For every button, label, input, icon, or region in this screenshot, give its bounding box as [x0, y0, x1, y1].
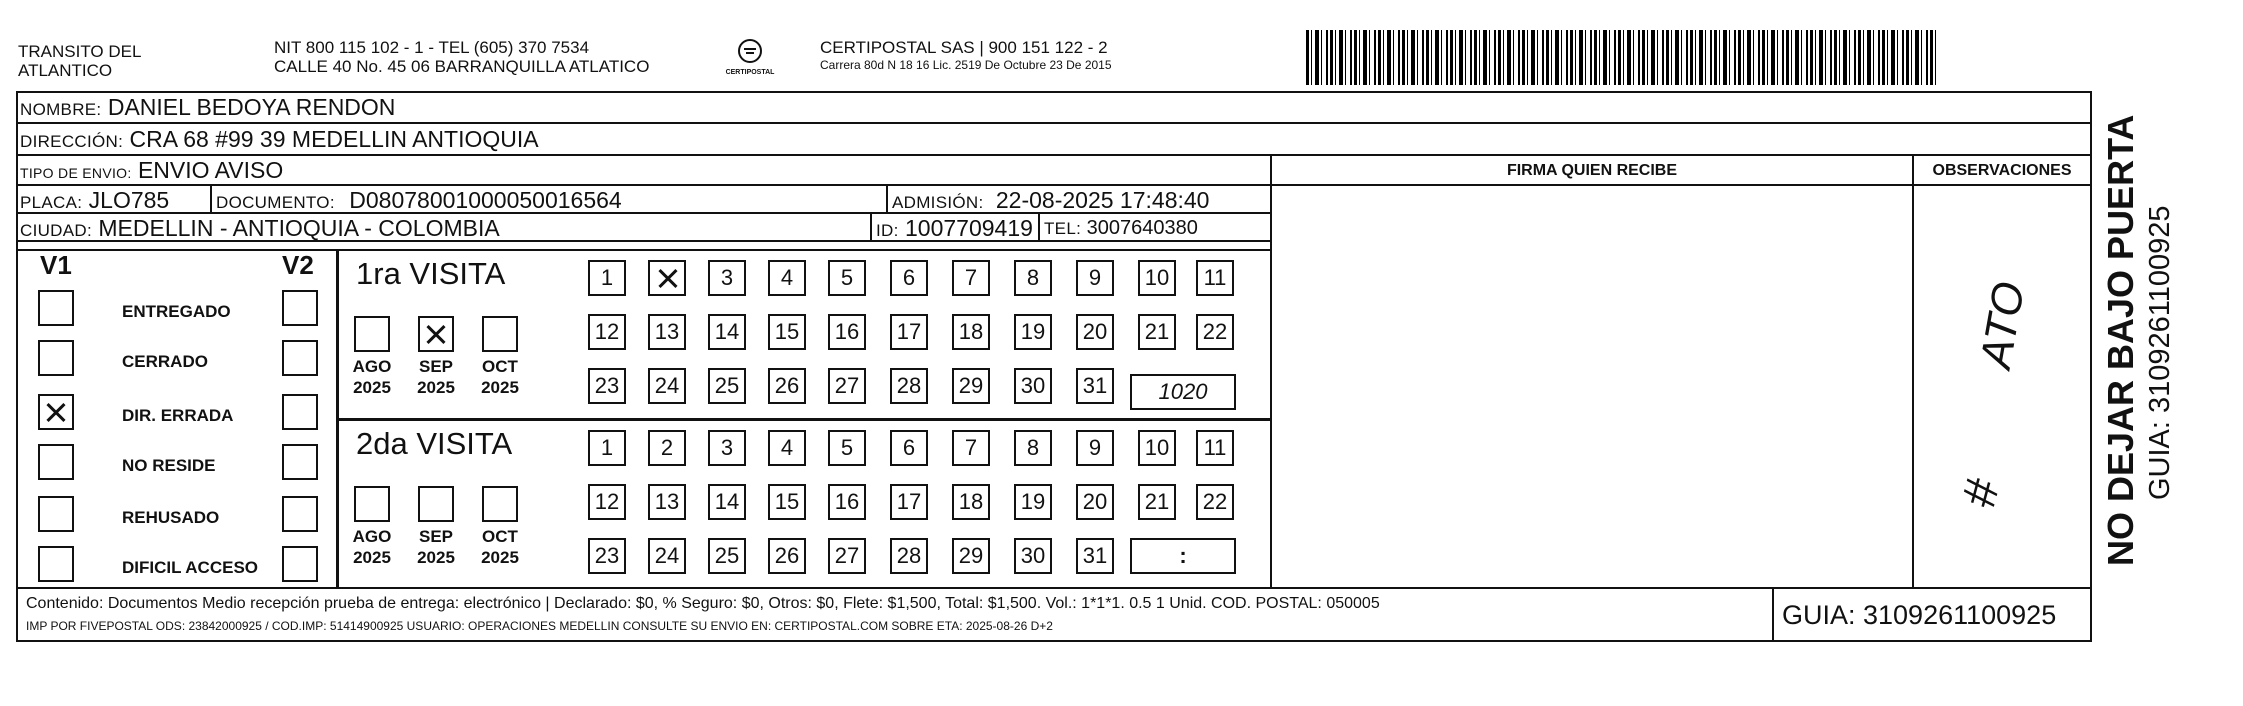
- day-box[interactable]: 12: [588, 484, 626, 520]
- day-box[interactable]: 22: [1196, 484, 1234, 520]
- rule: [16, 587, 2092, 589]
- day-box[interactable]: 19: [1014, 314, 1052, 350]
- month-checkbox[interactable]: [482, 486, 518, 522]
- logo-text: CERTIPOSTAL: [725, 69, 775, 76]
- rule: [1038, 214, 1040, 242]
- day-box[interactable]: 23: [588, 368, 626, 404]
- issuer-line-1: TRANSITO DEL: [18, 42, 142, 61]
- day-box[interactable]: 21: [1138, 314, 1176, 350]
- side-guia: GUIA: 3109261100925: [2144, 205, 2176, 500]
- nit-line: NIT 800 115 102 - 1 - TEL (605) 370 7534: [274, 38, 590, 57]
- day-box[interactable]: 24: [648, 538, 686, 574]
- day-box[interactable]: 6: [890, 430, 928, 466]
- day-box[interactable]: 30: [1014, 538, 1052, 574]
- day-box[interactable]: 8: [1014, 430, 1052, 466]
- day-box[interactable]: 20: [1076, 484, 1114, 520]
- day-box[interactable]: 27: [828, 538, 866, 574]
- status-option-label: CERRADO: [122, 352, 208, 371]
- v1-header: V1: [40, 250, 72, 280]
- tipo-envio-label: TIPO DE ENVIO:: [20, 165, 132, 181]
- admision-cell: [892, 186, 1209, 217]
- admision-label: ADMISIÓN:: [892, 193, 984, 212]
- observation-mark: #: [1952, 473, 2011, 514]
- month-name: SEP: [418, 357, 454, 376]
- tel-label: TEL:: [1044, 219, 1082, 238]
- day-box[interactable]: 25: [708, 538, 746, 574]
- day-box[interactable]: 9: [1076, 430, 1114, 466]
- day-box[interactable]: 16: [828, 314, 866, 350]
- day-box[interactable]: 10: [1138, 260, 1176, 296]
- day-box[interactable]: 5: [828, 260, 866, 296]
- issuer-name: [18, 42, 141, 80]
- v1-checkbox[interactable]: [38, 444, 74, 480]
- day-box[interactable]: 13: [648, 484, 686, 520]
- observaciones-header: OBSERVACIONES: [1932, 162, 2072, 179]
- status-option-label: DIR. ERRADA: [122, 406, 234, 425]
- day-box[interactable]: 20: [1076, 314, 1114, 350]
- status-option-label: REHUSADO: [122, 508, 220, 527]
- v1-checkbox[interactable]: [38, 290, 74, 326]
- day-box[interactable]: 22: [1196, 314, 1234, 350]
- day-box[interactable]: 4: [768, 430, 806, 466]
- status-option-label: NO RESIDE: [122, 456, 216, 475]
- placa-value: JLO785: [88, 187, 170, 213]
- month-year: 2025: [417, 378, 455, 397]
- month-checkbox[interactable]: [354, 316, 390, 352]
- day-box[interactable]: 30: [1014, 368, 1052, 404]
- day-box[interactable]: 31: [1076, 538, 1114, 574]
- month-year: 2025: [481, 548, 519, 567]
- day-box[interactable]: 6: [890, 260, 928, 296]
- day-box[interactable]: 24: [648, 368, 686, 404]
- visit2-time[interactable]: :: [1130, 538, 1236, 574]
- rule: [1912, 156, 1914, 588]
- nombre-row: [20, 93, 395, 124]
- issuer-info: [274, 38, 649, 76]
- month-name: AGO: [352, 357, 392, 376]
- day-box[interactable]: 26: [768, 368, 806, 404]
- address-line: CALLE 40 No. 45 06 BARRANQUILLA ATLATICO: [274, 57, 650, 76]
- day-box[interactable]: 23: [588, 538, 626, 574]
- rule: [16, 249, 1270, 251]
- documento-label: DOCUMENTO:: [216, 193, 335, 212]
- day-box[interactable]: 14: [708, 314, 746, 350]
- day-box[interactable]: 31: [1076, 368, 1114, 404]
- month-checkbox[interactable]: [418, 486, 454, 522]
- v2-header: V2: [282, 250, 314, 280]
- v1-checkbox[interactable]: [38, 340, 74, 376]
- month-label: [406, 526, 466, 568]
- contenido-line: Contenido: Documentos Medio recepción prueba de entrega: electrónico | Declarado: $0, % Seguro: $0, Otros: $0, Flete: $1,500, Total: $1,500. Vol.: 1*1*1. 0.5 1 Unid. COD. POSTAL: 050005: [26, 595, 1380, 612]
- day-box[interactable]: 19: [1014, 484, 1052, 520]
- v2-checkbox[interactable]: [282, 340, 318, 376]
- v1-checkbox[interactable]: [38, 394, 74, 430]
- placa-cell: [20, 186, 169, 217]
- day-box[interactable]: 2: [648, 430, 686, 466]
- v1-checkbox[interactable]: [38, 546, 74, 582]
- day-box[interactable]: 5: [828, 430, 866, 466]
- day-box[interactable]: 11: [1196, 260, 1234, 296]
- day-box[interactable]: 1: [588, 430, 626, 466]
- nombre-label: NOMBRE:: [20, 100, 102, 119]
- side-warning: NO DEJAR BAJO PUERTA: [2100, 114, 2141, 566]
- rule: [1772, 588, 1774, 642]
- rule: [336, 418, 1270, 421]
- observation-handwriting: ATO: [1971, 278, 2035, 372]
- month-checkbox[interactable]: [418, 316, 454, 352]
- issuer-line-2: ATLANTICO: [18, 61, 113, 80]
- direccion-label: DIRECCIÓN:: [20, 132, 124, 151]
- day-box[interactable]: 17: [890, 484, 928, 520]
- id-value: 1007709419: [905, 215, 1033, 241]
- month-label: [470, 356, 530, 398]
- day-box[interactable]: 11: [1196, 430, 1234, 466]
- day-box[interactable]: 29: [952, 538, 990, 574]
- v1-checkbox[interactable]: [38, 496, 74, 532]
- visit1-time[interactable]: 1020: [1130, 374, 1236, 410]
- day-box[interactable]: 15: [768, 484, 806, 520]
- month-year: 2025: [353, 378, 391, 397]
- footer-guia: GUIA: 3109261100925: [1782, 600, 2057, 630]
- signature-area[interactable]: [1272, 186, 1912, 587]
- month-label: [342, 526, 402, 568]
- documento-value: D08078001000050016564: [349, 187, 622, 213]
- day-box[interactable]: 7: [952, 260, 990, 296]
- month-checkbox[interactable]: [482, 316, 518, 352]
- carrier-info: [820, 38, 1112, 73]
- day-box[interactable]: 16: [828, 484, 866, 520]
- tel-cell: [1044, 214, 1198, 243]
- day-box[interactable]: 9: [1076, 260, 1114, 296]
- placa-label: PLACA:: [20, 193, 83, 212]
- month-year: 2025: [481, 378, 519, 397]
- day-box[interactable]: 27: [828, 368, 866, 404]
- firma-header: FIRMA QUIEN RECIBE: [1506, 162, 1678, 179]
- status-option-label: ENTREGADO: [122, 302, 231, 321]
- ciudad-cell: [20, 214, 500, 245]
- day-box[interactable]: 29: [952, 368, 990, 404]
- month-label: [470, 526, 530, 568]
- day-box[interactable]: 10: [1138, 430, 1176, 466]
- day-box[interactable]: 7: [952, 430, 990, 466]
- day-box[interactable]: 17: [890, 314, 928, 350]
- month-name: OCT: [482, 527, 518, 546]
- direccion-row: [20, 125, 539, 156]
- day-box[interactable]: 26: [768, 538, 806, 574]
- day-box[interactable]: 28: [890, 368, 928, 404]
- day-box[interactable]: [648, 260, 686, 296]
- carrier-line: CERTIPOSTAL SAS | 900 151 122 - 2: [820, 38, 1108, 57]
- day-box[interactable]: 8: [1014, 260, 1052, 296]
- barcode: [1306, 30, 1938, 85]
- month-name: SEP: [418, 527, 454, 546]
- day-box[interactable]: 18: [952, 314, 990, 350]
- day-box[interactable]: 12: [588, 314, 626, 350]
- nombre-value: DANIEL BEDOYA RENDON: [107, 94, 396, 120]
- rule: [886, 186, 888, 214]
- day-box[interactable]: 4: [768, 260, 806, 296]
- status-option-label: DIFICIL ACCESO: [122, 558, 259, 577]
- tipo-envio-value: ENVIO AVISO: [137, 157, 284, 183]
- day-box[interactable]: 21: [1138, 484, 1176, 520]
- v2-checkbox[interactable]: [282, 394, 318, 430]
- direccion-value: CRA 68 #99 39 MEDELLIN ANTIOQUIA: [129, 126, 539, 152]
- month-label: [342, 356, 402, 398]
- day-box[interactable]: 3: [708, 430, 746, 466]
- id-label: ID:: [876, 221, 899, 240]
- visit1-title: 1ra VISITA: [356, 256, 506, 291]
- v2-checkbox[interactable]: [282, 496, 318, 532]
- month-label: [406, 356, 466, 398]
- rule: [336, 250, 339, 588]
- rule: [210, 186, 212, 214]
- day-box[interactable]: 28: [890, 538, 928, 574]
- id-cell: [876, 214, 1033, 245]
- logo-icon: [737, 38, 763, 64]
- month-name: AGO: [352, 527, 392, 546]
- rule: [870, 214, 872, 242]
- day-box[interactable]: 14: [708, 484, 746, 520]
- v2-checkbox[interactable]: [282, 546, 318, 582]
- visit2-title: 2da VISITA: [356, 426, 513, 461]
- month-name: OCT: [482, 357, 518, 376]
- admision-value: 22-08-2025 17:48:40: [995, 187, 1210, 213]
- day-box[interactable]: 25: [708, 368, 746, 404]
- day-box[interactable]: 13: [648, 314, 686, 350]
- month-year: 2025: [417, 548, 455, 567]
- v2-checkbox[interactable]: [282, 290, 318, 326]
- carrier-license: Carrera 80d N 18 16 Lic. 2519 De Octubre 23 De 2015: [820, 58, 1112, 72]
- ciudad-value: MEDELLIN - ANTIOQUIA - COLOMBIA: [98, 215, 500, 241]
- month-year: 2025: [353, 548, 391, 567]
- month-checkbox[interactable]: [354, 486, 390, 522]
- imp-line: IMP POR FIVEPOSTAL ODS: 23842000925 / COD.IMP: 51414900925 USUARIO: OPERACIONES MEDELLIN CONSULTE SU ENVIO EN: CERTIPOSTAL.COM SOBRE ETA: 2025-08-26 D+2: [26, 619, 1053, 633]
- day-box[interactable]: 3: [708, 260, 746, 296]
- ciudad-label: CIUDAD:: [20, 221, 92, 240]
- certipostal-logo: [720, 38, 780, 78]
- day-box[interactable]: 15: [768, 314, 806, 350]
- tipo-envio-row: [20, 156, 283, 187]
- v2-checkbox[interactable]: [282, 444, 318, 480]
- day-box[interactable]: 18: [952, 484, 990, 520]
- day-box[interactable]: 1: [588, 260, 626, 296]
- documento-cell: [216, 186, 622, 217]
- tel-value: 3007640380: [1086, 217, 1198, 239]
